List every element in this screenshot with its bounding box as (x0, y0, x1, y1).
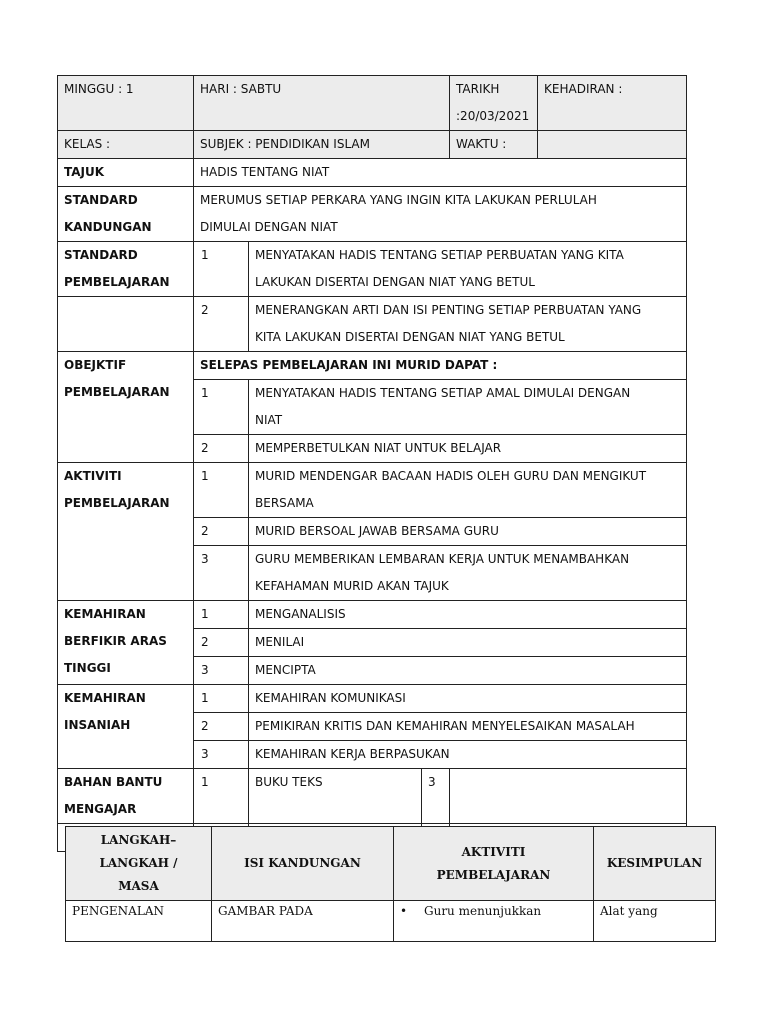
item-number: 1 (194, 601, 249, 629)
standard-pembelajaran-label: STANDARD PEMBELAJARAN (58, 242, 194, 297)
item-number: 3 (194, 546, 249, 601)
objektif-intro: SELEPAS PEMBELAJARAN INI MURID DAPAT : (194, 352, 687, 380)
standard-kandungan-value: MERUMUS SETIAP PERKARA YANG INGIN KITA LAKUKAN PERLULAH DIMULAI DENGAN NIAT (194, 187, 687, 242)
aktiviti-item: MURID BERSOAL JAWAB BERSAMA GURU (249, 518, 687, 546)
insaniah-item: KEMAHIRAN KOMUNIKASI (249, 685, 687, 713)
aktiviti-label: AKTIVITI PEMBELAJARAN (58, 463, 194, 601)
objektif-item: MENYATAKAN HADIS TENTANG SETIAP AMAL DIMULAI DENGAN NIAT (249, 380, 687, 435)
subjek-cell: SUBJEK : PENDIDIKAN ISLAM (194, 131, 450, 159)
objektif-row-intro (58, 352, 687, 380)
objektif-item: MEMPERBETULKAN NIAT UNTUK BELAJAR (249, 435, 687, 463)
header-row-2 (58, 131, 687, 159)
kbat-item: MENGANALISIS (249, 601, 687, 629)
kesimpulan-header: KESIMPULAN (594, 827, 716, 901)
kehadiran-cell: KEHADIRAN : (538, 76, 687, 131)
item-number: 2 (194, 518, 249, 546)
item-number: 3 (194, 657, 249, 685)
aktiviti-text: Guru menunjukkan (424, 904, 542, 918)
lesson-plan-table (57, 75, 687, 852)
standard-kandungan-label: STANDARD KANDUNGAN (58, 187, 194, 242)
empty-cell (58, 297, 194, 352)
bbm-item (450, 769, 687, 824)
kbat-row-1 (58, 601, 687, 629)
table-row (66, 901, 716, 942)
item-number: 1 (194, 685, 249, 713)
item-number: 2 (194, 435, 249, 463)
langkah-header: LANGKAH– LANGKAH / MASA (66, 827, 212, 901)
kbat-item: MENILAI (249, 629, 687, 657)
bbm-row-1 (58, 769, 687, 824)
hari-cell: HARI : SABTU (194, 76, 450, 131)
kesimpulan-cell: Alat yang (594, 901, 716, 942)
empty-cell (538, 131, 687, 159)
minggu-cell: MINGGU : 1 (58, 76, 194, 131)
item-number: 2 (194, 713, 249, 741)
aktiviti-item: GURU MEMBERIKAN LEMBARAN KERJA UNTUK MENAMBAHKAN KEFAHAMAN MURID AKAN TAJUK (249, 546, 687, 601)
bbm-item: BUKU TEKS (249, 769, 422, 824)
tajuk-value: HADIS TENTANG NIAT (194, 159, 687, 187)
isi-cell: GAMBAR PADA (212, 901, 394, 942)
objektif-label: OBEJKTIF PEMBELAJARAN (58, 352, 194, 463)
item-number: 2 (194, 629, 249, 657)
isi-kandungan-header: ISI KANDUNGAN (212, 827, 394, 901)
standard-pembelajaran-item: MENYATAKAN HADIS TENTANG SETIAP PERBUATAN YANG KITA LAKUKAN DISERTAI DENGAN NIAT YANG BETUL (249, 242, 687, 297)
aktiviti-header: AKTIVITI PEMBELAJARAN (394, 827, 594, 901)
standard-kandungan-row (58, 187, 687, 242)
insaniah-item: PEMIKIRAN KRITIS DAN KEMAHIRAN MENYELESAIKAN MASALAH (249, 713, 687, 741)
kelas-cell: KELAS : (58, 131, 194, 159)
aktiviti-cell (394, 901, 594, 942)
kbat-label: KEMAHIRAN BERFIKIR ARAS TINGGI (58, 601, 194, 685)
tajuk-row (58, 159, 687, 187)
aktiviti-item: MURID MENDENGAR BACAAN HADIS OLEH GURU DAN MENGIKUT BERSAMA (249, 463, 687, 518)
waktu-cell: WAKTU : (450, 131, 538, 159)
item-number: 3 (194, 741, 249, 769)
standard-pembelajaran-row-2 (58, 297, 687, 352)
langkah-cell: PENGENALAN (66, 901, 212, 942)
item-number: 3 (422, 769, 450, 824)
insaniah-row-1 (58, 685, 687, 713)
bbm-label: BAHAN BANTU MENGAJAR (58, 769, 194, 824)
steps-header-row (66, 827, 716, 901)
aktiviti-row-1 (58, 463, 687, 518)
item-number: 1 (194, 380, 249, 435)
header-row-1 (58, 76, 687, 131)
item-number: 1 (194, 242, 249, 297)
standard-pembelajaran-item: MENERANGKAN ARTI DAN ISI PENTING SETIAP PERBUATAN YANG KITA LAKUKAN DISERTAI DENGAN NIAT YANG BETUL (249, 297, 687, 352)
kbat-item: MENCIPTA (249, 657, 687, 685)
standard-pembelajaran-row-1 (58, 242, 687, 297)
tarikh-cell: TARIKH :20/03/2021 (450, 76, 538, 131)
bullet-icon: • (400, 904, 408, 918)
insaniah-item: KEMAHIRAN KERJA BERPASUKAN (249, 741, 687, 769)
item-number: 1 (194, 463, 249, 518)
tajuk-label: TAJUK (58, 159, 194, 187)
insaniah-label: KEMAHIRAN INSANIAH (58, 685, 194, 769)
item-number: 2 (194, 297, 249, 352)
steps-table (65, 826, 716, 942)
item-number: 1 (194, 769, 249, 824)
